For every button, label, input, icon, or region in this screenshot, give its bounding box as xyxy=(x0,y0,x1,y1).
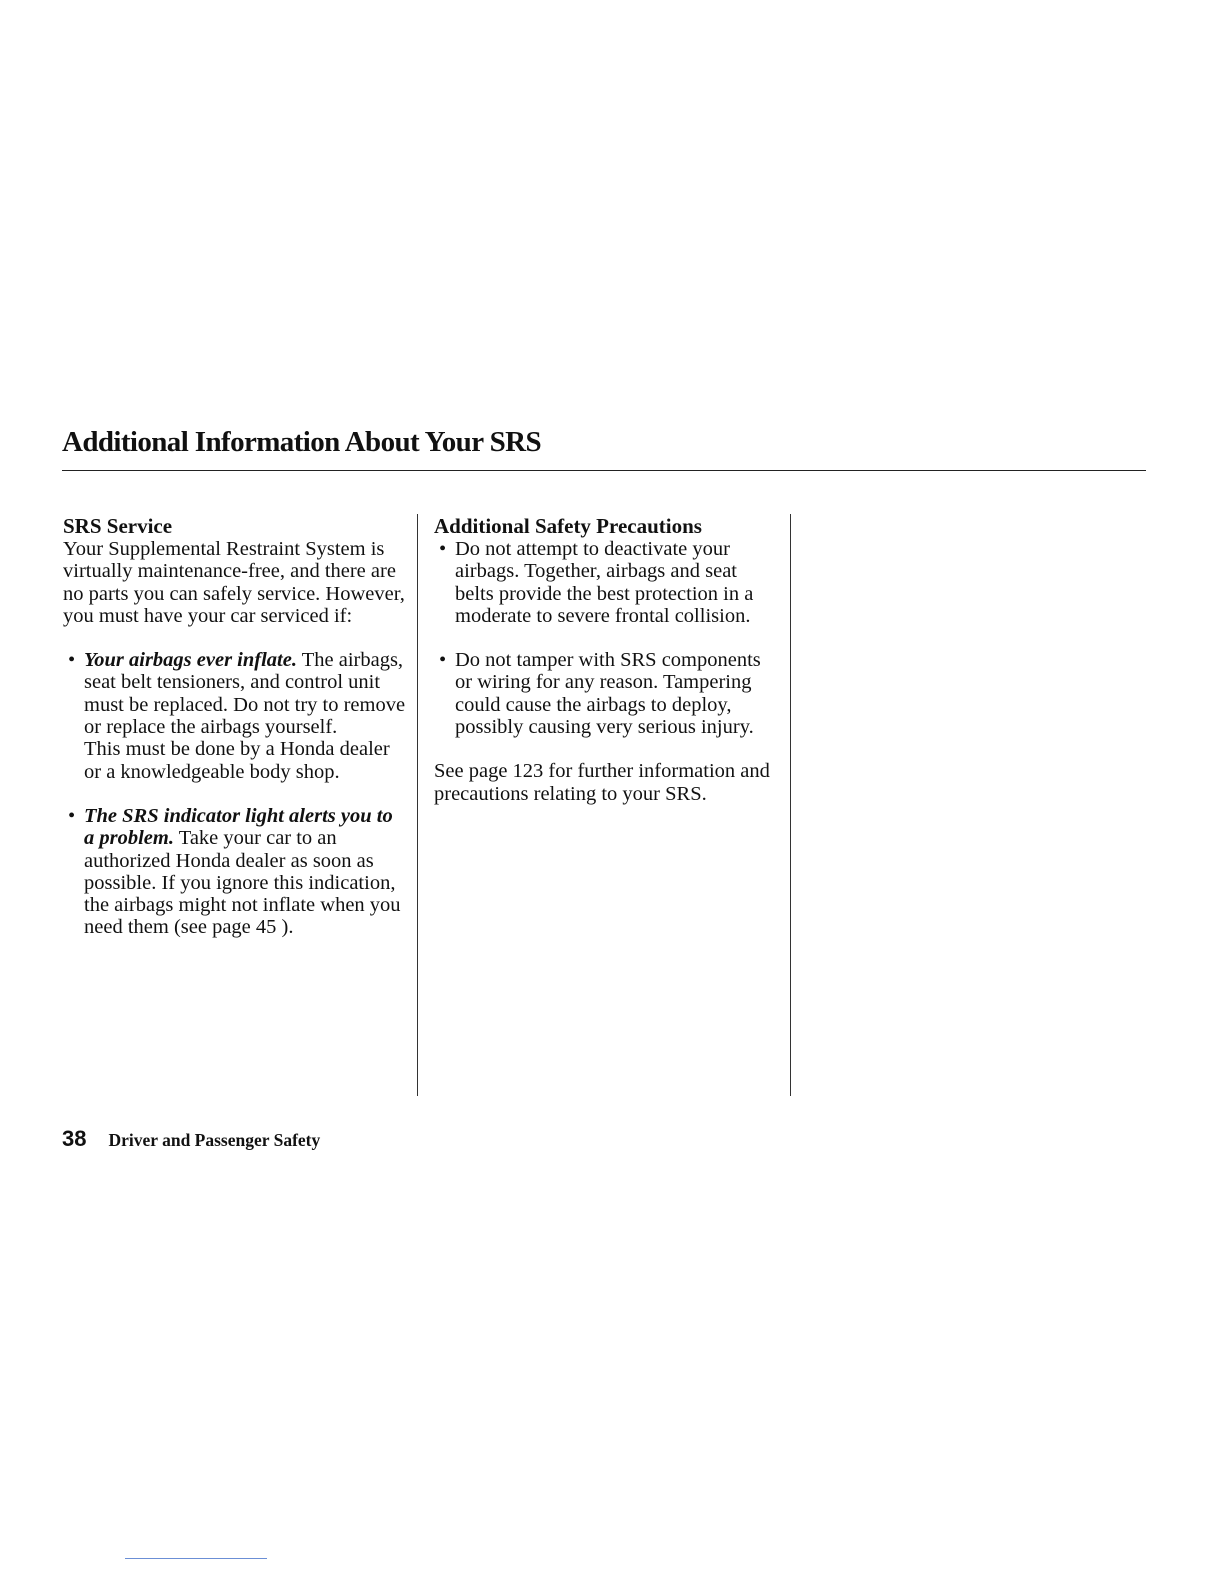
list-item xyxy=(434,649,779,738)
page-number: 38 xyxy=(62,1126,87,1151)
middle-column xyxy=(434,514,779,805)
bullet-text xyxy=(84,649,408,738)
section-name: Driver and Passenger Safety xyxy=(108,1130,321,1150)
srs-service-heading: SRS Service xyxy=(63,514,173,538)
list-item xyxy=(63,649,408,783)
see-page-note: See page 123 for further information and precautions relating to your SRS. xyxy=(434,760,770,805)
bullet-text: Do not tamper with SRS components or wiring for any reason. Tampering could cause the airbags to deploy, possibly causing very serious injury. xyxy=(455,649,761,739)
bullet-icon: • xyxy=(439,538,447,560)
left-column xyxy=(63,514,408,939)
bullet-lead: Your airbags ever inflate. xyxy=(84,649,297,672)
bullet-icon: • xyxy=(68,649,76,672)
list-item xyxy=(434,538,779,627)
list-item xyxy=(63,805,408,939)
bullet-text xyxy=(84,805,408,939)
bullet-text: Do not attempt to deactivate your airbags. Together, airbags and seat belts provide the best protection in a moderate to severe frontal collision. xyxy=(455,538,754,627)
bullet-icon: • xyxy=(439,649,447,672)
bullet-body: The airbags, seat belt tensioners, and control unit must be replaced. Do not try to remove or replace the airbags yourself. xyxy=(84,649,406,739)
bullet-continuation: This must be done by a Honda dealer or a knowledgeable body shop. xyxy=(84,738,390,783)
column-divider-right xyxy=(790,514,791,1096)
link-underline xyxy=(125,1558,267,1559)
title-rule xyxy=(62,470,1146,471)
precautions-heading: Additional Safety Precautions xyxy=(434,514,702,538)
page-title: Additional Information About Your SRS xyxy=(62,426,541,458)
bullet-body: Take your car to an authorized Honda dealer as soon as possible. If you ignore this indication, the airbags might not inflate when you need them (see page 45 ). xyxy=(84,827,401,939)
column-divider-left xyxy=(417,514,418,1096)
bullet-lead: The SRS indicator light alerts you to a problem. xyxy=(84,804,393,850)
srs-service-intro: Your Supplemental Restraint System is virtually maintenance-free, and there are no parts you can safely service. However, you must have your car serviced if: xyxy=(63,538,405,627)
page-footer xyxy=(62,1126,320,1152)
bullet-icon: • xyxy=(68,804,76,827)
